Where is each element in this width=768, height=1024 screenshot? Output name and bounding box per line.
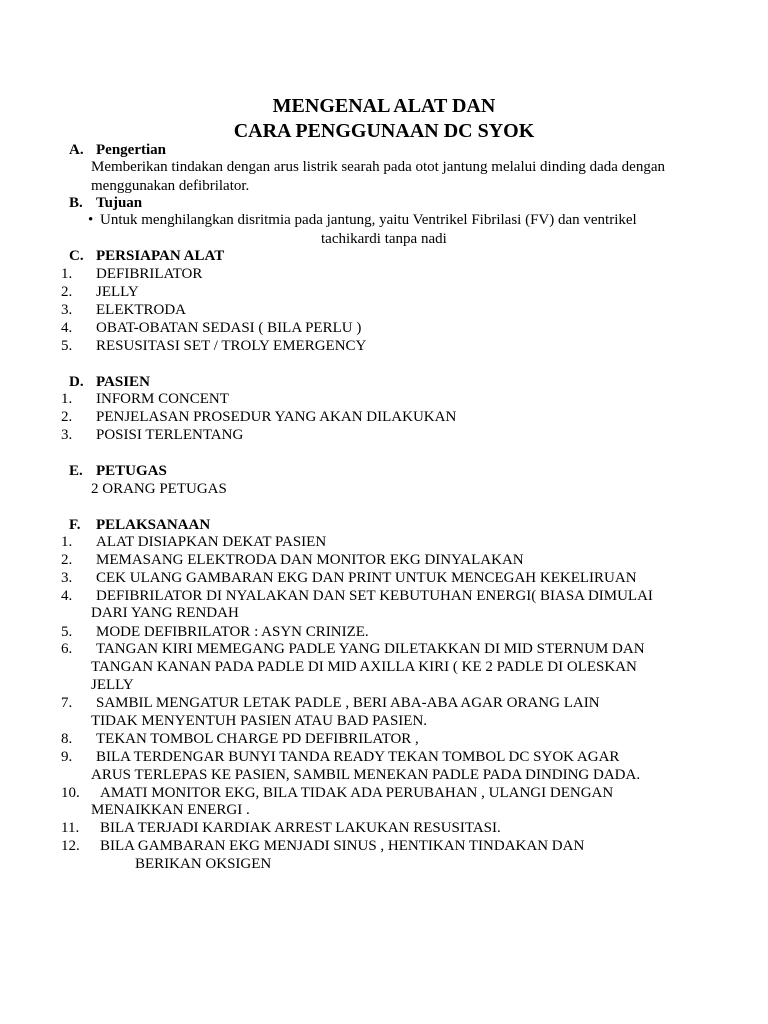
list-item: ALAT DISIAPKAN DEKAT PASIEN [96, 534, 327, 550]
paragraph-line: 2 ORANG PETUGAS [91, 481, 227, 497]
list-item: TEKAN TOMBOL CHARGE PD DEFIBRILATOR , [96, 731, 419, 747]
list-item-number: 12. [61, 838, 80, 854]
list-item: MODE DEFIBRILATOR : ASYN CRINIZE. [96, 624, 369, 640]
list-item-continuation: ARUS TERLEPAS KE PASIEN, SAMBIL MENEKAN PADLE PADA DINDING DADA. [91, 767, 641, 783]
list-item: BILA TERJADI KARDIAK ARREST LAKUKAN RESUSITASI. [100, 820, 501, 836]
bullet-icon: • [88, 212, 94, 228]
section-letter: E. [69, 463, 83, 479]
list-item-continuation: JELLY [91, 677, 134, 693]
list-item-number: 5. [61, 624, 73, 640]
list-item-continuation: MENAIKKAN ENERGI . [91, 802, 250, 818]
section-letter: D. [69, 374, 84, 390]
section-heading: PELAKSANAAN [96, 517, 211, 533]
list-item-number: 3. [61, 570, 73, 586]
list-item-number: 11. [61, 820, 80, 836]
document-title-line1: MENGENAL ALAT DAN [272, 95, 496, 117]
list-item: PENJELASAN PROSEDUR YANG AKAN DILAKUKAN [96, 409, 457, 425]
section-heading: Tujuan [96, 195, 143, 211]
paragraph-line: Untuk menghilangkan disritmia pada jantung, yaitu Ventrikel Fibrilasi (FV) dan ventrikel [100, 212, 637, 228]
list-item: JELLY [96, 284, 139, 300]
list-item-number: 3. [61, 427, 73, 443]
list-item-number: 5. [61, 338, 73, 354]
paragraph-line: Memberikan tindakan dengan arus listrik searah pada otot jantung melalui dinding dada dengan [91, 159, 665, 175]
section-letter: B. [69, 195, 83, 211]
list-item-number: 4. [61, 320, 73, 336]
list-item-number: 1. [61, 266, 73, 282]
list-item-number: 1. [61, 391, 73, 407]
list-item: SAMBIL MENGATUR LETAK PADLE , BERI ABA-ABA AGAR ORANG LAIN [96, 695, 600, 711]
list-item-continuation: BERIKAN OKSIGEN [135, 856, 272, 872]
list-item: BILA GAMBARAN EKG MENJADI SINUS , HENTIKAN TINDAKAN DAN [100, 838, 585, 854]
list-item-number: 4. [61, 588, 73, 604]
list-item-number: 10. [61, 785, 80, 801]
section-heading: PETUGAS [96, 463, 167, 479]
section-heading: PASIEN [96, 374, 150, 390]
list-item-number: 1. [61, 534, 73, 550]
list-item-continuation: DARI YANG RENDAH [91, 605, 239, 621]
paragraph-line: menggunakan defibrilator. [91, 178, 250, 194]
list-item: DEFIBRILATOR DI NYALAKAN DAN SET KEBUTUHAN ENERGI( BIASA DIMULAI [96, 588, 653, 604]
list-item-number: 7. [61, 695, 73, 711]
list-item: MEMASANG ELEKTRODA DAN MONITOR EKG DINYALAKAN [96, 552, 524, 568]
list-item: DEFIBRILATOR [96, 266, 203, 282]
list-item-number: 3. [61, 302, 73, 318]
list-item-number: 8. [61, 731, 73, 747]
section-letter: A. [69, 142, 84, 158]
list-item: ELEKTRODA [96, 302, 186, 318]
list-item-number: 2. [61, 552, 73, 568]
list-item: OBAT-OBATAN SEDASI ( BILA PERLU ) [96, 320, 362, 336]
list-item-number: 2. [61, 409, 73, 425]
section-heading: PERSIAPAN ALAT [96, 248, 225, 264]
paragraph-line: tachikardi tanpa nadi [321, 231, 447, 247]
list-item: CEK ULANG GAMBARAN EKG DAN PRINT UNTUK MENCEGAH KEKELIRUAN [96, 570, 637, 586]
list-item-number: 9. [61, 749, 73, 765]
list-item: RESUSITASI SET / TROLY EMERGENCY [96, 338, 367, 354]
document-title-line2: CARA PENGGUNAAN DC SYOK [233, 120, 535, 142]
list-item-number: 2. [61, 284, 73, 300]
list-item: BILA TERDENGAR BUNYI TANDA READY TEKAN TOMBOL DC SYOK AGAR [96, 749, 620, 765]
list-item: INFORM CONCENT [96, 391, 229, 407]
list-item: TANGAN KIRI MEMEGANG PADLE YANG DILETAKKAN DI MID STERNUM DAN [96, 641, 645, 657]
list-item: POSISI TERLENTANG [96, 427, 244, 443]
list-item-continuation: TANGAN KANAN PADA PADLE DI MID AXILLA KIRI ( KE 2 PADLE DI OLESKAN [91, 659, 637, 675]
list-item: AMATI MONITOR EKG, BILA TIDAK ADA PERUBAHAN , ULANGI DENGAN [100, 785, 614, 801]
list-item-number: 6. [61, 641, 73, 657]
section-letter: C. [69, 248, 84, 264]
list-item-continuation: TIDAK MENYENTUH PASIEN ATAU BAD PASIEN. [91, 713, 428, 729]
section-letter: F. [69, 517, 81, 533]
section-heading: Pengertian [96, 142, 166, 158]
